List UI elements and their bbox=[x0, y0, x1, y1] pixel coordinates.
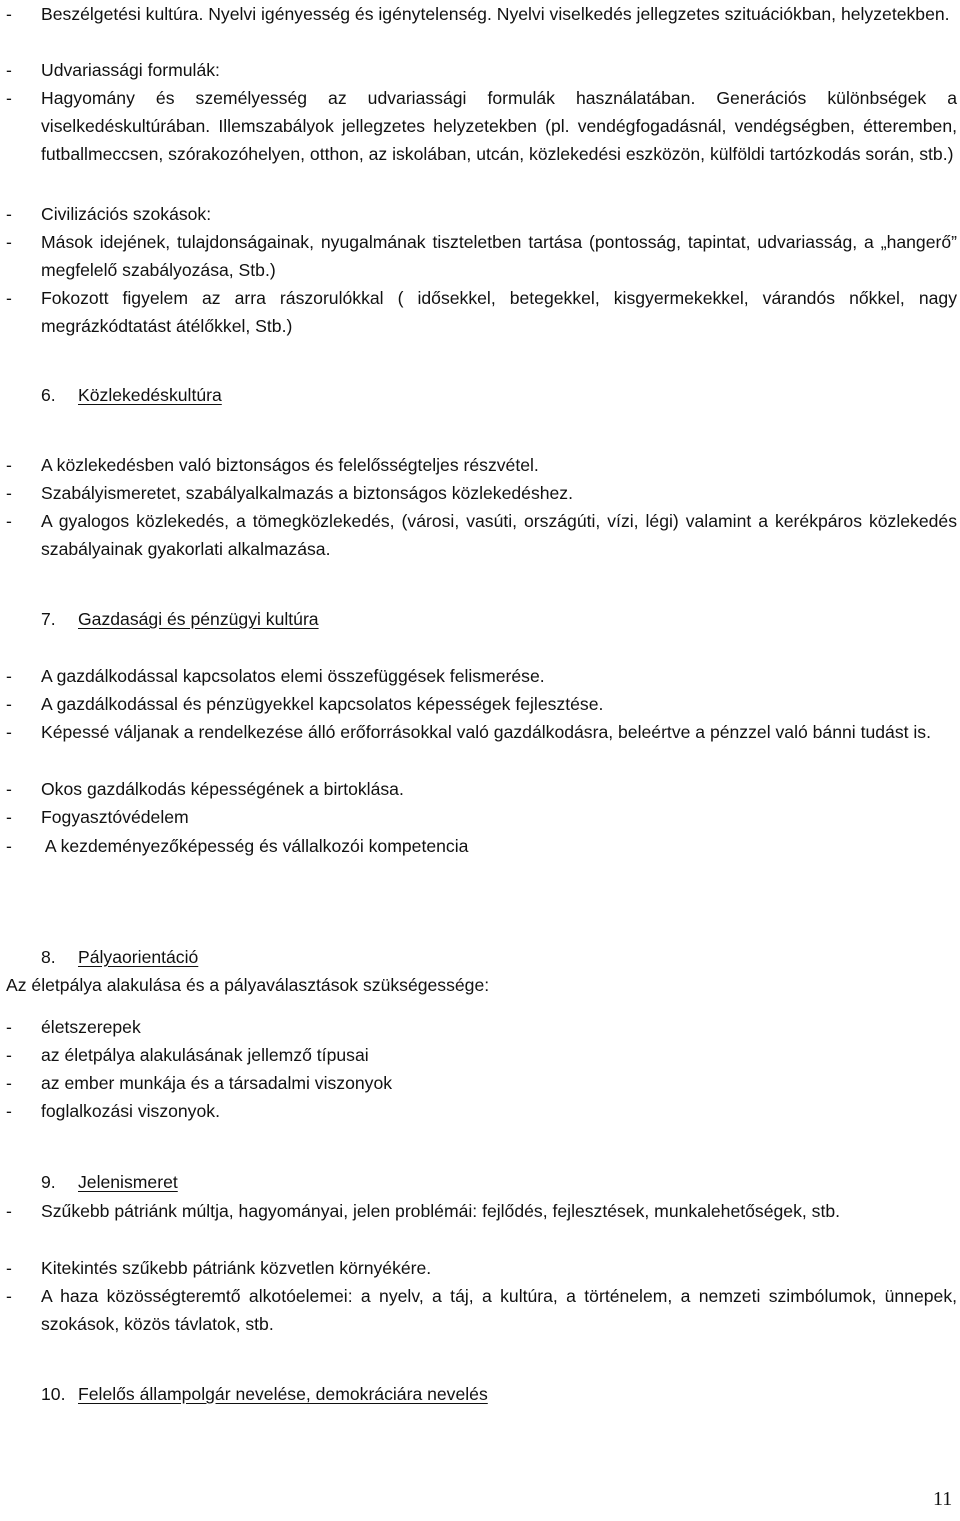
list-item-text: Civilizációs szokások: bbox=[41, 204, 212, 224]
list-item-text: Képessé váljanak a rendelkezése álló erőforrásokkal való gazdálkodásra, beleértve a pénzzel való bánni tudást is. bbox=[41, 722, 931, 742]
section-heading-6 bbox=[41, 381, 222, 409]
list-item bbox=[6, 1041, 957, 1069]
list-item-text: életszerepek bbox=[41, 1017, 141, 1037]
section-intro: Az életpálya alakulása és a pályaválasztások szükségessége: bbox=[6, 975, 490, 995]
bullet-dash: - bbox=[6, 232, 12, 252]
bullet-dash: - bbox=[6, 60, 12, 80]
bullet-dash: - bbox=[6, 836, 12, 856]
bullet-dash: - bbox=[6, 807, 12, 827]
bullet-dash: - bbox=[6, 722, 12, 742]
list-item-text: Okos gazdálkodás képességének a birtoklása. bbox=[41, 779, 404, 799]
bullet-dash: - bbox=[6, 455, 12, 475]
list-item-text: A kezdeményezőképesség és vállalkozói kompetencia bbox=[41, 836, 469, 856]
list-item bbox=[6, 803, 957, 831]
list-item-text: A gazdálkodással és pénzügyekkel kapcsolatos képességek fejlesztése. bbox=[41, 694, 604, 714]
bullet-dash: - bbox=[6, 1017, 12, 1037]
section-heading-7 bbox=[41, 605, 319, 633]
section-heading-9 bbox=[41, 1168, 178, 1196]
bullet-dash: - bbox=[6, 204, 12, 224]
bullet-dash: - bbox=[6, 511, 12, 531]
list-item-text: Beszélgetési kultúra. Nyelvi igényesség és igénytelenség. Nyelvi viselkedés jellegzetes szituációkban, helyzetekben. bbox=[41, 4, 950, 24]
list-item bbox=[6, 228, 957, 284]
list-item-text: Hagyomány és személyesség az udvariassági formulák használatában. Generációs különbségek a viselkedéskultúrában. Illemszabályok jellegzetes helyzetekben (pl. vendégfogadásnál, vendégségben, étteremben, futballmeccsen, szórakozóhelyen, otthon, az iskolában, utcán, közlekedési eszközön, külföldi tartózkodás során, stb.) bbox=[41, 88, 957, 164]
list-item-text: A közlekedésben való biztonságos és felelősségteljes részvétel. bbox=[41, 455, 539, 475]
bullet-dash: - bbox=[6, 483, 12, 503]
list-item bbox=[6, 832, 957, 860]
list-item bbox=[6, 507, 957, 563]
list-item bbox=[6, 451, 957, 479]
section-number: 9. bbox=[41, 1172, 56, 1192]
section-title: Gazdasági és pénzügyi kultúra bbox=[78, 609, 319, 629]
section-title: Közlekedéskultúra bbox=[78, 385, 222, 405]
bullet-dash: - bbox=[6, 4, 12, 24]
section-heading-8 bbox=[41, 943, 198, 971]
list-item-text: A haza közösségteremtő alkotóelemei: a nyelv, a táj, a kultúra, a történelem, a nemzeti szimbólumok, ünnepek, szokások, közös távlatok, stb. bbox=[41, 1286, 957, 1334]
list-item bbox=[6, 1069, 957, 1097]
section-title: Felelős állampolgár nevelése, demokráciára nevelés bbox=[78, 1384, 488, 1404]
bullet-dash: - bbox=[6, 1286, 12, 1306]
list-item bbox=[6, 1097, 957, 1125]
section-number: 6. bbox=[41, 385, 56, 405]
list-item-text: Udvariassági formulák: bbox=[41, 60, 220, 80]
bullet-dash: - bbox=[6, 88, 12, 108]
list-item bbox=[6, 84, 957, 168]
section-number: 10. bbox=[41, 1384, 66, 1404]
bullet-dash: - bbox=[6, 1201, 12, 1221]
section-number: 8. bbox=[41, 947, 56, 967]
list-item bbox=[6, 718, 957, 746]
list-item-text: az életpálya alakulásának jellemző típusai bbox=[41, 1045, 369, 1065]
bullet-dash: - bbox=[6, 694, 12, 714]
section-title: Pályaorientáció bbox=[78, 947, 199, 967]
page-number: 11 bbox=[933, 1488, 953, 1510]
list-item bbox=[6, 200, 957, 228]
list-item bbox=[6, 1254, 957, 1282]
list-item-text: Szűkebb pátriánk múltja, hagyományai, jelen problémái: fejlődés, fejlesztések, munkalehetőségek, stb. bbox=[41, 1201, 841, 1221]
list-item bbox=[6, 690, 957, 718]
bullet-dash: - bbox=[6, 1258, 12, 1278]
list-item-text: Mások idejének, tulajdonságainak, nyugalmának tiszteletben tartása (pontosság, tapintat, udvariasság, a „hangerő” megfelelő szabályozása, Stb.) bbox=[41, 232, 957, 280]
bullet-dash: - bbox=[6, 666, 12, 686]
list-item bbox=[6, 1282, 957, 1338]
section-heading-10 bbox=[41, 1380, 488, 1408]
bullet-dash: - bbox=[6, 1101, 12, 1121]
list-item bbox=[6, 662, 957, 690]
list-item bbox=[6, 1197, 957, 1225]
list-item bbox=[6, 1013, 957, 1041]
list-item-text: Szabályismeretet, szabályalkalmazás a biztonságos közlekedéshez. bbox=[41, 483, 573, 503]
list-item bbox=[6, 284, 957, 340]
list-item-text: A gyalogos közlekedés, a tömegközlekedés, (városi, vasúti, országúti, vízi, légi) valamint a kerékpáros közlekedés szabályainak gyakorlati alkalmazása. bbox=[41, 511, 957, 559]
list-item-text: A gazdálkodással kapcsolatos elemi összefüggések felismerése. bbox=[41, 666, 545, 686]
list-item-text: foglalkozási viszonyok. bbox=[41, 1101, 220, 1121]
bullet-dash: - bbox=[6, 1073, 12, 1093]
section-title: Jelenismeret bbox=[78, 1172, 178, 1192]
bullet-dash: - bbox=[6, 779, 12, 799]
list-item-text: Kitekintés szűkebb pátriánk közvetlen környékére. bbox=[41, 1258, 432, 1278]
list-item bbox=[6, 0, 957, 28]
bullet-dash: - bbox=[6, 288, 12, 308]
list-item bbox=[6, 775, 957, 803]
bullet-dash: - bbox=[6, 1045, 12, 1065]
section-number: 7. bbox=[41, 609, 56, 629]
list-item bbox=[6, 479, 957, 507]
list-item-text: Fogyasztóvédelem bbox=[41, 807, 189, 827]
list-item-text: az ember munkája és a társadalmi viszonyok bbox=[41, 1073, 393, 1093]
list-item bbox=[6, 56, 957, 84]
list-item-text: Fokozott figyelem az arra rászorulókkal ( idősekkel, betegekkel, kisgyermekekkel, várandós nőkkel, nagy megrázkódtatást átélőkkel, Stb.) bbox=[41, 288, 957, 336]
